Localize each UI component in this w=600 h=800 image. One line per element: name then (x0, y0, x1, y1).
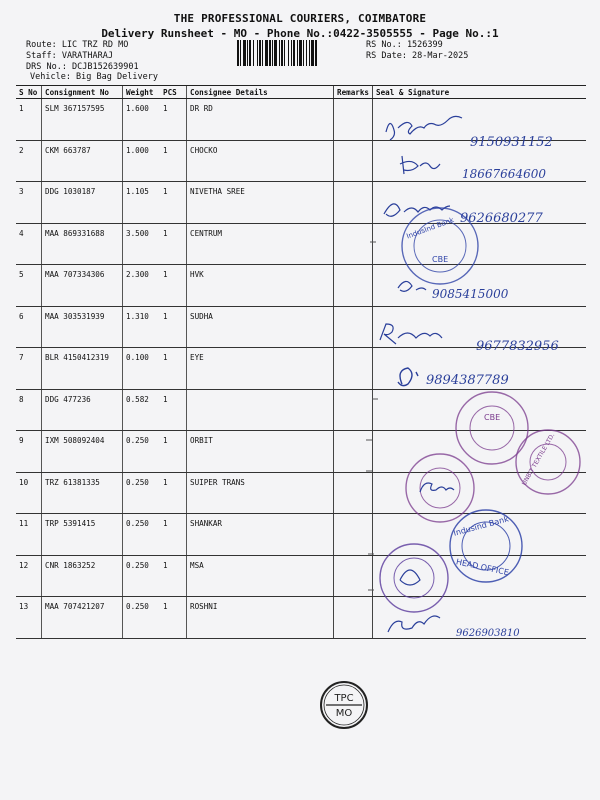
barcode-bar (247, 40, 248, 66)
sno-cell: 8 (16, 389, 42, 431)
column-header: Consignment No (42, 86, 123, 99)
logo-text: MO (335, 708, 353, 719)
table-row (16, 140, 586, 182)
pcs-cell: 1 (160, 140, 187, 182)
weight-cell: 0.100 (123, 348, 161, 390)
consignee-cell: DR RD (187, 99, 334, 141)
stamp-text: CBE (484, 413, 501, 422)
table-header-row (16, 86, 586, 99)
sno-cell: 1 (16, 99, 42, 141)
vehicle-label: Vehicle: Big Bag Delivery (30, 72, 158, 82)
pcs-cell: 1 (160, 389, 187, 431)
stamp-text: IndusInd Bank (405, 215, 455, 241)
rs-date: RS Date: 28-Mar-2025 (366, 51, 469, 61)
column-header: S No (16, 86, 42, 99)
consignment-cell: MAA 707421207 (42, 597, 123, 639)
sno-cell: 9 (16, 431, 42, 473)
signature-cell (373, 389, 586, 431)
pcs-cell: 1 (160, 265, 187, 307)
tpc-logo-image (318, 680, 370, 730)
barcode-bar (297, 40, 298, 66)
remarks-cell (334, 182, 373, 224)
pcs-cell: 1 (160, 431, 187, 473)
sno-cell: 5 (16, 265, 42, 307)
consignment-cell: TRZ 61381335 (42, 472, 123, 514)
consignment-cell: BLR 4150412319 (42, 348, 123, 390)
consignment-cell: TRP 5391415 (42, 514, 123, 556)
pcs-cell: 1 (160, 182, 187, 224)
consignment-cell: DDG 477236 (42, 389, 123, 431)
pcs-cell: 1 (160, 99, 187, 141)
remarks-cell (334, 348, 373, 390)
signature-cell (373, 431, 586, 473)
weight-cell: 0.250 (123, 597, 161, 639)
barcode-bar (240, 40, 241, 66)
runsheet-subtitle: Delivery Runsheet - MO - Phone No.:0422-3505555 - Page No.:1 (101, 27, 499, 40)
remarks-cell (334, 140, 373, 182)
consignee-cell: SUIPER TRANS (187, 472, 334, 514)
table-row (16, 182, 586, 224)
signature-cell (373, 99, 586, 141)
barcode-bar (311, 40, 314, 66)
remarks-cell (334, 555, 373, 597)
sno-cell: 11 (16, 514, 42, 556)
consignment-cell: DDG 1030187 (42, 182, 123, 224)
sno-cell: 13 (16, 597, 42, 639)
barcode-bar (281, 40, 283, 66)
handwritten-phone: 9894387789 (426, 373, 509, 388)
remarks-cell (334, 389, 373, 431)
column-header: Remarks (334, 86, 373, 99)
table-row (16, 348, 586, 390)
consignee-cell: HVK (187, 265, 334, 307)
table-row (16, 597, 586, 639)
sno-cell: 6 (16, 306, 42, 348)
barcode-bar (303, 40, 304, 66)
remarks-cell (334, 306, 373, 348)
remarks-cell (334, 597, 373, 639)
table-row (16, 99, 586, 141)
barcode-bar (288, 40, 289, 66)
signature-cell (373, 555, 586, 597)
barcode-bar (269, 40, 271, 66)
consignee-cell: CENTRUM (187, 223, 334, 265)
weight-cell: 1.105 (123, 182, 161, 224)
handwritten-phone: 9626903810 (456, 628, 520, 639)
sno-cell: 2 (16, 140, 42, 182)
sno-cell: 12 (16, 555, 42, 597)
sno-cell: 4 (16, 223, 42, 265)
consignee-cell: SUDHA (187, 306, 334, 348)
tpc-logo (318, 680, 370, 730)
barcode-bar (299, 40, 302, 66)
pcs-cell: 1 (160, 472, 187, 514)
column-header: PCS (160, 86, 187, 99)
remarks-cell (334, 431, 373, 473)
remarks-cell (334, 472, 373, 514)
barcode-bar (293, 40, 295, 66)
barcode-bar (257, 40, 258, 66)
consignee-cell: ORBIT (187, 431, 334, 473)
handwritten-phone: 9150931152 (470, 135, 553, 150)
signature-cell (373, 306, 586, 348)
weight-cell: 1.310 (123, 306, 161, 348)
rs-number: RS No.: 1526399 (366, 40, 443, 50)
drs-number: DRS No.: DCJB152639901 (26, 62, 139, 72)
sno-cell: 7 (16, 348, 42, 390)
table-row (16, 223, 586, 265)
consignment-cell: MAA 707334306 (42, 265, 123, 307)
signature-cell (373, 514, 586, 556)
remarks-cell (334, 265, 373, 307)
consignment-cell: CKM 663787 (42, 140, 123, 182)
table-row (16, 472, 586, 514)
table-row (16, 514, 586, 556)
handwritten-phone: 18667664600 (462, 167, 546, 181)
signature-cell (373, 348, 586, 390)
consignee-cell: EYE (187, 348, 334, 390)
consignment-cell: MAA 303531939 (42, 306, 123, 348)
handwritten-phone: 9677832956 (476, 339, 559, 354)
stamp-text: HEAD OFFICE (455, 557, 510, 578)
barcode-bar (315, 40, 317, 66)
consignment-cell: MAA 869331688 (42, 223, 123, 265)
barcode-bar (291, 40, 292, 66)
table-row (16, 306, 586, 348)
pcs-cell: 1 (160, 514, 187, 556)
weight-cell: 3.500 (123, 223, 161, 265)
staff-label: Staff: VARATHARAJ (26, 51, 113, 61)
weight-cell: 2.300 (123, 265, 161, 307)
consignment-cell: CNR 1863252 (42, 555, 123, 597)
weight-cell: 0.250 (123, 431, 161, 473)
logo-text: TPC (334, 693, 354, 704)
pcs-cell: 1 (160, 223, 187, 265)
consignee-cell: ROSHNI (187, 597, 334, 639)
barcode-bar (272, 40, 273, 66)
consignee-cell: SHANKAR (187, 514, 334, 556)
signature-cell (373, 597, 586, 639)
barcode-bar (243, 40, 246, 66)
consignee-cell (187, 389, 334, 431)
table-row (16, 389, 586, 431)
consignment-cell: SLM 367157595 (42, 99, 123, 141)
barcode-image (237, 40, 359, 66)
weight-cell: 0.582 (123, 389, 161, 431)
weight-cell: 0.250 (123, 555, 161, 597)
remarks-cell (334, 99, 373, 141)
barcode-bar (253, 40, 254, 66)
signature-cell (373, 223, 586, 265)
pcs-cell: 1 (160, 597, 187, 639)
signature-cell (373, 140, 586, 182)
stamp-text: CBE (432, 255, 449, 264)
consignment-cell: IXM 508092404 (42, 431, 123, 473)
barcode-bar (262, 40, 263, 66)
company-title: THE PROFESSIONAL COURIERS, COIMBATORE (173, 12, 427, 25)
pcs-cell: 1 (160, 306, 187, 348)
table-row (16, 555, 586, 597)
table-row (16, 265, 586, 307)
remarks-cell (334, 514, 373, 556)
pcs-cell: 1 (160, 348, 187, 390)
weight-cell: 0.250 (123, 472, 161, 514)
barcode-bar (306, 40, 307, 66)
barcode-bar (249, 40, 251, 66)
handwritten-phone: 9085415000 (432, 287, 509, 301)
consignee-cell: NIVETHA SREE (187, 182, 334, 224)
sno-cell: 3 (16, 182, 42, 224)
column-header: Seal & Signature (373, 86, 586, 99)
stamp-text: UNBIT TEXTILE LTD. (520, 432, 557, 487)
sno-cell: 10 (16, 472, 42, 514)
pcs-cell: 1 (160, 555, 187, 597)
column-header: Weight (123, 86, 161, 99)
signature-cell (373, 265, 586, 307)
weight-cell: 1.000 (123, 140, 161, 182)
barcode-bar (274, 40, 277, 66)
barcode-bar (237, 40, 239, 66)
stamp-text: Indusind Bank (452, 514, 510, 538)
handwritten-phone: 9626680277 (460, 211, 543, 226)
signature-cell (373, 472, 586, 514)
consignee-cell: CHOCKO (187, 140, 334, 182)
signature-cell (373, 182, 586, 224)
barcode-bar (279, 40, 280, 66)
barcode-bar (284, 40, 285, 66)
barcode-bar (265, 40, 268, 66)
runsheet-table (16, 85, 586, 639)
consignee-cell: MSA (187, 555, 334, 597)
weight-cell: 1.600 (123, 99, 161, 141)
route-label: Route: LIC TRZ RD MO (26, 40, 129, 50)
remarks-cell (334, 223, 373, 265)
barcode-bar (259, 40, 261, 66)
weight-cell: 0.250 (123, 514, 161, 556)
column-header: Consignee Details (187, 86, 334, 99)
barcode-bar (309, 40, 310, 66)
table-row (16, 431, 586, 473)
